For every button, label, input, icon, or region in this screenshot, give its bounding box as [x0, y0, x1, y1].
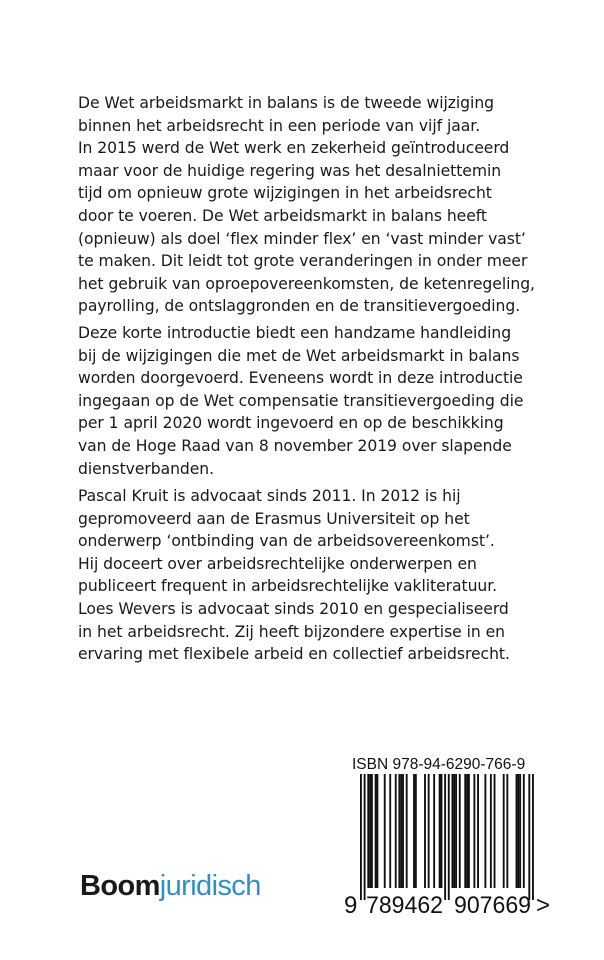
barcode-bar: [413, 774, 415, 888]
barcode-bar: [466, 774, 468, 888]
text-line: payrolling, de ontslaggronden en de transitievergoeding.: [78, 297, 521, 316]
barcode-bar: [367, 774, 369, 888]
isbn-barcode: [340, 772, 550, 920]
barcode-bar: [453, 774, 455, 888]
text-line: Pascal Kruit is advocaat sinds 2011. In 2012 is hij: [78, 487, 461, 505]
barcode-quiet-zone-mark: >: [536, 892, 550, 919]
text-line: maar voor de huidige regering was het desalniettemin: [78, 161, 502, 180]
barcode-bar: [371, 774, 373, 888]
isbn-label: ISBN 978-94-6290-766-9: [352, 756, 526, 773]
publisher-logo-juridisch: juridisch: [159, 870, 261, 902]
text-line: bij de wijzigingen die met de Wet arbeidsmarkt in balans: [78, 346, 520, 365]
barcode-bar: [415, 774, 417, 888]
text-line: ervaring met flexibele arbeid en collectief arbeidsrecht.: [78, 645, 510, 664]
barcode-bar: [375, 774, 377, 888]
text-line: per 1 april 2020 wordt ingevoerd en op de beschikking: [78, 414, 504, 433]
barcode-bar: [455, 774, 457, 888]
blurb-paragraph-intro: [78, 92, 535, 318]
text-line: (opnieuw) als doel ‘flex minder flex’ en ‘vast minder vast’: [78, 229, 526, 248]
barcode-bar: [506, 774, 508, 888]
barcode-bar: [484, 774, 486, 888]
barcode-bar: [398, 774, 400, 888]
barcode-bar: [528, 774, 530, 900]
barcode-bar: [433, 774, 435, 888]
barcode-bar: [532, 774, 534, 900]
barcode-bar: [459, 774, 461, 888]
barcode-left-digits: 789462: [366, 892, 443, 919]
barcode-bar: [441, 774, 443, 888]
text-line: Hij doceert over arbeidsrechtelijke onderwerpen en: [78, 554, 477, 573]
text-line: publiceert frequent in arbeidsrechtelijke vakliteratuur.: [78, 577, 498, 596]
barcode-bar: [428, 774, 430, 888]
barcode-bar: [376, 774, 378, 888]
barcode-bar: [523, 774, 525, 888]
text-line: van de Hoge Raad van 8 november 2019 over slapende: [78, 436, 512, 455]
text-line: worden doorgevoerd. Eveneens wordt in deze introductie: [78, 369, 523, 388]
text-line: onderwerp ‘ontbinding van de arbeidsovereenkomst’.: [78, 532, 495, 551]
blurb-paragraph-authors: [78, 485, 510, 666]
barcode-bar: [452, 774, 454, 888]
publisher-logo: [80, 868, 261, 904]
text-line: binnen het arbeidsrecht in een periode van vijf jaar.: [78, 116, 481, 135]
text-line: het gebruik van oproepovereenkomsten, de ketenregeling,: [78, 274, 535, 293]
text-line: gepromoveerd aan de Erasmus Universiteit op het: [78, 509, 470, 528]
barcode-bar: [395, 774, 397, 888]
text-line: dienstverbanden.: [78, 459, 215, 478]
barcode-bar: [464, 774, 466, 888]
barcode-bars: [360, 774, 534, 900]
barcode-bar: [473, 774, 475, 888]
barcode-bar: [494, 774, 496, 888]
barcode-bar: [516, 774, 518, 888]
barcode-bar: [468, 774, 470, 888]
text-line: door te voeren. De Wet arbeidsmarkt in balans heeft: [78, 206, 487, 225]
barcode-bar: [369, 774, 371, 888]
publisher-logo-boom: Boom: [80, 870, 160, 902]
barcode-bar: [519, 774, 521, 888]
barcode-bar: [490, 774, 492, 888]
barcode-bar: [503, 774, 505, 888]
blurb-paragraph-scope: [78, 322, 523, 480]
barcode-bar: [477, 774, 479, 888]
text-line: De Wet arbeidsmarkt in balans is de tweede wijziging: [78, 94, 494, 112]
barcode-bar: [389, 774, 391, 888]
text-line: tijd om opnieuw grote wijzigingen in het arbeidsrecht: [78, 184, 492, 203]
barcode-bar: [517, 774, 519, 888]
barcode-bar: [444, 774, 446, 900]
text-line: Deze korte introductie biedt een handzame handleiding: [78, 324, 512, 342]
text-line: te maken. Dit leidt tot grote veranderingen in onder meer: [78, 252, 528, 271]
barcode-first-digit: 9: [344, 892, 358, 919]
barcode-bar: [364, 774, 366, 900]
barcode-right-digits: 907669: [454, 892, 531, 919]
barcode-bar: [402, 774, 404, 888]
text-line: in het arbeidsrecht. Zij heeft bijzondere expertise in en: [78, 622, 505, 641]
text-line: In 2015 werd de Wet werk en zekerheid geïntroduceerd: [78, 139, 510, 158]
text-line: ingegaan op de Wet compensatie transitievergoeding die: [78, 391, 524, 410]
barcode-bar: [384, 774, 386, 888]
barcode-bar: [424, 774, 426, 888]
barcode-bar: [448, 774, 450, 900]
barcode-bar: [400, 774, 402, 888]
text-line: Loes Wevers is advocaat sinds 2010 en gespecialiseerd: [78, 599, 509, 618]
barcode-bar: [439, 774, 441, 888]
barcode-bar: [360, 774, 362, 900]
barcode-bar: [406, 774, 408, 888]
